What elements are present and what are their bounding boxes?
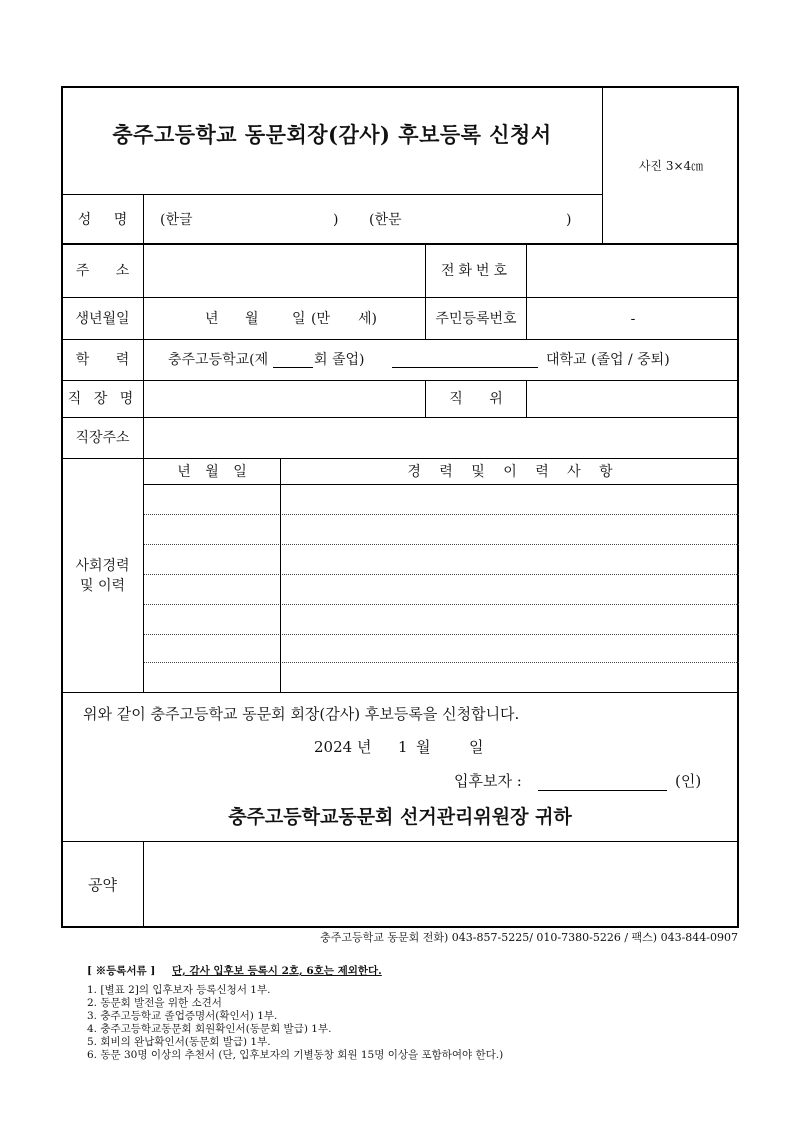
- work-address-label: 직장주소: [75, 430, 130, 446]
- name-hanja-open: (한문: [369, 212, 402, 228]
- graduation-class-field[interactable]: [273, 367, 313, 368]
- career-row[interactable]: [144, 635, 739, 662]
- resident-no-field[interactable]: -: [630, 311, 636, 327]
- notes-item: 2. 동문회 발전을 위한 소견서: [87, 997, 222, 1009]
- birth-day-unit: 일: [292, 311, 306, 327]
- declaration-month: 1: [398, 738, 408, 756]
- notes-item: 1. [별표 2]의 입후보자 등록신청서 1부.: [87, 984, 271, 996]
- birth-label: 생년월일: [75, 311, 130, 327]
- notes-header-bracket: [ ※등록서류 ]: [87, 965, 156, 977]
- career-col-detail: 경 력 및 이 력 사 항: [407, 464, 613, 480]
- address-label: 주 소: [75, 263, 130, 279]
- notes-header-note: 단, 감사 입후보 등록시 2호, 6호는 제외한다.: [172, 965, 382, 977]
- applicant-signature-field[interactable]: [538, 790, 667, 791]
- notes-item: 6. 동문 30명 이상의 추천서 (단, 입후보자의 기별동창 회원 15명 이상을 포함하여야 한다.): [87, 1049, 504, 1061]
- name-hangul-open: (한글: [160, 212, 193, 228]
- pledge-label: 공약: [88, 876, 117, 894]
- birth-year-unit: 년: [205, 311, 219, 327]
- birth-month-unit: 월: [245, 311, 259, 327]
- resident-no-label: 주민등록번호: [435, 311, 517, 327]
- name-hangul-field[interactable]: [200, 200, 325, 238]
- position-label: 직 위: [449, 391, 503, 407]
- university-name-field[interactable]: [392, 367, 538, 368]
- declaration-day-unit: 일: [469, 738, 484, 756]
- divider-birth-row: [61, 339, 739, 340]
- name-hangul-close: ): [333, 212, 339, 228]
- declaration-year-unit: 년: [357, 738, 372, 756]
- col-divider-name: [143, 194, 144, 244]
- notes-item: 4. 충주고등학교동문회 회원확인서(동문회 발급) 1부.: [87, 1023, 332, 1035]
- photo-placeholder[interactable]: 사진 3×4㎝: [638, 159, 704, 173]
- divider-workaddress-row: [61, 458, 739, 459]
- education-university: 대학교 (졸업 / 중퇴): [546, 352, 670, 368]
- career-row-line: [143, 662, 739, 663]
- career-row[interactable]: [144, 545, 739, 574]
- contact-info: 충주고등학교 동문회 전화) 043-857-5225/ 010-7380-5226 / 팩스) 043-844-0907: [320, 931, 738, 944]
- birth-age-close: 세): [358, 311, 377, 327]
- declaration-year: 2024: [314, 738, 353, 756]
- divider-declaration: [61, 692, 739, 693]
- education-label: 학 력: [75, 352, 130, 368]
- divider-address-row: [61, 297, 739, 298]
- phone-label: 전화번호: [440, 263, 512, 279]
- col-divider-pledge: [143, 841, 144, 927]
- col-divider-right-work: [526, 380, 527, 417]
- career-row[interactable]: [144, 515, 739, 544]
- name-hanja-close: ): [566, 212, 572, 228]
- declaration-text: 위와 같이 충주고등학교 동문회 회장(감사) 후보등록을 신청합니다.: [83, 705, 520, 723]
- declaration-month-unit: 월: [416, 738, 431, 756]
- career-label-line2: 및 이력: [79, 578, 126, 594]
- notes-item: 5. 회비의 완납확인서(동문회 발급) 1부.: [87, 1036, 271, 1048]
- notes-item: 3. 충주고등학교 졸업증명서(확인서) 1부.: [87, 1010, 278, 1022]
- career-row[interactable]: [144, 575, 739, 604]
- addressee: 충주고등학교동문회 선거관리위원장 귀하: [228, 806, 572, 828]
- career-label-line1: 사회경력: [75, 558, 130, 574]
- career-col-date: 년 월 일: [177, 464, 247, 480]
- divider-education-row: [61, 380, 739, 381]
- divider-pledge: [61, 841, 739, 842]
- career-row[interactable]: [144, 485, 739, 514]
- divider-workplace-row: [61, 417, 739, 418]
- workplace-label: 직 장 명: [67, 391, 138, 407]
- seal-mark: (인): [675, 772, 702, 790]
- divider-name-row: [61, 243, 739, 245]
- applicant-label: 입후보자 :: [454, 772, 522, 790]
- education-school-prefix: 충주고등학교(제: [168, 352, 269, 368]
- career-row[interactable]: [144, 605, 739, 634]
- name-hanja-field[interactable]: [410, 200, 560, 238]
- form-title: 충주고등학교 동문회장(감사) 후보등록 신청서: [112, 122, 552, 147]
- birth-age-open: (만: [311, 311, 330, 327]
- education-school-suffix: 회 졸업): [314, 352, 365, 368]
- name-label: 성 명: [77, 212, 128, 228]
